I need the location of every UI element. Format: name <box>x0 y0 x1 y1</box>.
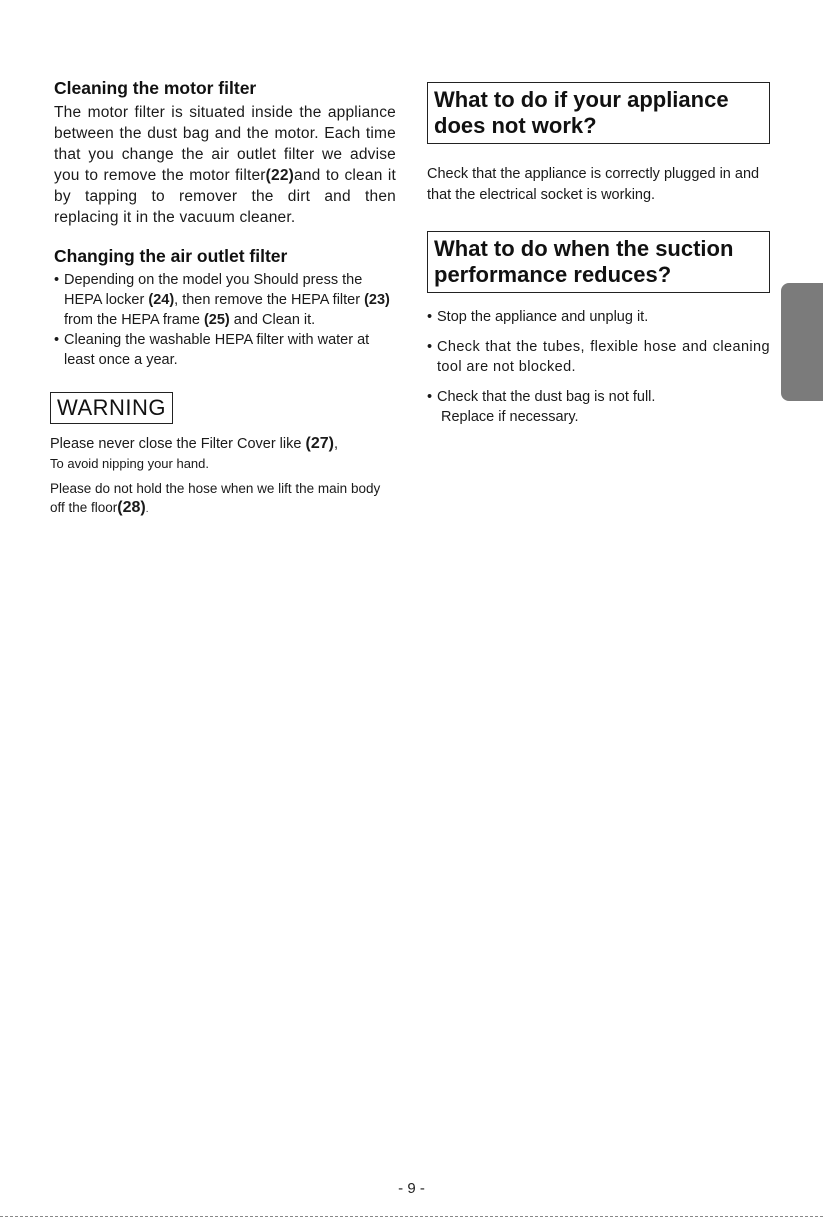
list-item <box>54 270 396 330</box>
text: Check that the tubes, flexible hose and cleaning tool are not blocked. <box>437 339 770 375</box>
text: Depending on the model you Should press the HEPA locker <box>64 272 363 308</box>
text: from the HEPA frame <box>64 312 204 328</box>
ref-23: (23) <box>364 292 390 308</box>
warning-title-wrap <box>50 392 396 424</box>
air-outlet-heading: Changing the air outlet filter <box>54 246 288 266</box>
list-item <box>427 307 770 327</box>
bullet: • <box>427 389 433 405</box>
text: and Clean it. <box>229 312 316 328</box>
motor-filter-text-part1: The motor filter is situated inside the appliance between the dust bag and the motor. Each time that you change the air outlet filter we advise you to remove the motor filter <box>54 104 396 184</box>
ref-28: (28) <box>117 499 146 516</box>
warning-title: WARNING <box>50 392 173 424</box>
text: Stop the appliance and unplug it. <box>437 309 649 325</box>
text: Please never close the Filter Cover like <box>50 436 306 452</box>
motor-filter-text-part2: and to clean it by tapping to remover the dirt and then replacing it in the vacuum cleaner. <box>54 167 396 226</box>
ref-27: (27) <box>305 435 334 452</box>
text: , then remove the HEPA filter <box>174 292 365 308</box>
bullet: • <box>427 339 433 355</box>
motor-filter-text <box>54 102 396 228</box>
text: Replace if necessary. <box>441 409 579 425</box>
list-item <box>427 387 770 427</box>
ref-24: (24) <box>148 292 175 308</box>
warning-line-2: To avoid nipping your hand. <box>50 456 210 471</box>
list-item <box>54 330 396 370</box>
section-tab <box>781 283 823 401</box>
suction-heading: What to do when the suction performance reduces? <box>427 231 770 293</box>
text: Check that the dust bag is not full. <box>437 389 656 405</box>
not-work-heading: What to do if your appliance does not work? <box>427 82 770 144</box>
right-column <box>427 82 770 427</box>
bullet: • <box>54 272 60 288</box>
left-column <box>50 78 396 519</box>
text: . <box>145 504 149 515</box>
footer-rule <box>0 1216 823 1217</box>
suction-list <box>427 307 770 427</box>
air-outlet-list <box>54 270 396 370</box>
warning-line-3 <box>50 479 396 519</box>
motor-filter-heading: Cleaning the motor filter <box>54 78 257 98</box>
text: , <box>333 436 338 452</box>
warning-line-1 <box>50 434 396 454</box>
bullet: • <box>427 309 433 325</box>
bullet: • <box>54 332 60 348</box>
warning-body <box>50 434 396 519</box>
list-item <box>427 337 770 377</box>
ref-22: (22) <box>265 167 295 184</box>
not-work-text: Check that the appliance is correctly plugged in and that the electrical socket is working. <box>427 166 760 203</box>
ref-25: (25) <box>203 312 230 328</box>
text: Cleaning the washable HEPA filter with water at least once a year. <box>64 332 370 368</box>
page-number: - 9 - <box>398 1180 425 1197</box>
text: Please do not hold the hose when we lift the main body off the floor <box>50 481 381 515</box>
